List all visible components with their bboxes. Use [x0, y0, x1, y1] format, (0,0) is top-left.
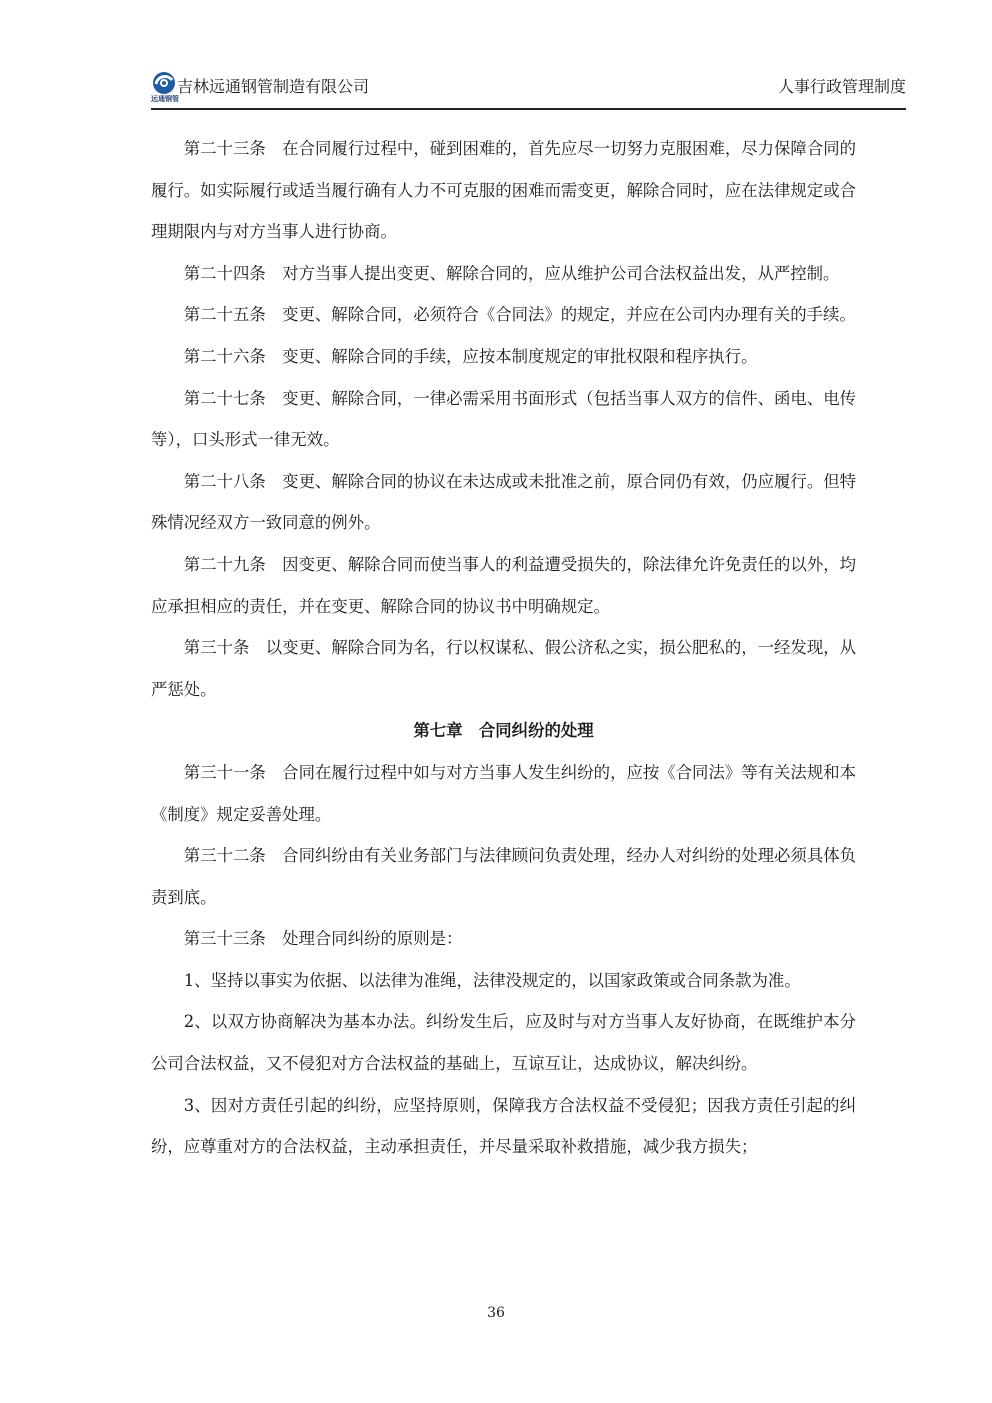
article-25: 第二十五条 变更、解除合同，必须符合《合同法》的规定，并应在公司内办理有关的手续。 [183, 305, 856, 325]
document-title: 人事行政管理制度 [777, 77, 906, 96]
chapter-heading: 第七章 合同纠纷的处理 [413, 721, 594, 741]
logo-text: 远通钢管 [151, 95, 179, 103]
article-23: 第二十三条 在合同履行过程中，碰到困难的，首先应尽一切努力克服困难，尽力保障合同的履行。如实际履行或适当履行确有人力不可克服的困难而需变更，解除合同时，应在法律规定或合理期限内与对方当事人进行协商。 [151, 139, 856, 242]
article-28: 第二十八条 变更、解除合同的协议在未达成或未批准之前，原合同仍有效，仍应履行。但特殊情况经双方一致同意的例外。 [151, 471, 856, 533]
article-24: 第二十四条 对方当事人提出变更、解除合同的，应从维护公司合法权益出发，从严控制。 [183, 263, 840, 283]
article-32: 第三十二条 合同纠纷由有关业务部门与法律顾问负责处理，经办人对纠纷的处理必须具体负责到底。 [151, 846, 856, 907]
page-number: 36 [487, 1305, 505, 1321]
list-item-1: 1、坚持以事实为依据、以法律为准绳，法律没规定的，以国家政策或合同条款为准。 [183, 970, 801, 990]
list-item-2: 2、以双方协商解决为基本办法。纠纷发生后，应及时与对方当事人友好协商，在既维护本分公司合法权益，又不侵犯对方合法权益的基础上，互谅互让，达成协议，解决纠纷。 [151, 1012, 856, 1074]
article-30: 第三十条 以变更、解除合同为名，行以权谋私、假公济私之实，损公肥私的，一经发现，从严惩处。 [151, 638, 856, 699]
article-27: 第二十七条 变更、解除合同，一律必需采用书面形式（包括当事人双方的信件、函电、电传等），口头形式一律无效。 [151, 388, 856, 450]
article-26: 第二十六条 变更、解除合同的手续，应按本制度规定的审批权限和程序执行。 [183, 346, 758, 366]
article-33: 第三十三条 处理合同纠纷的原则是： [183, 929, 463, 949]
article-29: 第二十九条 因变更、解除合同而使当事人的利益遭受损失的，除法律允许免责任的以外，均应承担相应的责任，并在变更、解除合同的协议书中明确规定。 [151, 554, 856, 616]
document-body [151, 128, 856, 1168]
article-31: 第三十一条 合同在履行过程中如与对方当事人发生纠纷的，应按《合同法》等有关法规和本《制度》规定妥善处理。 [151, 762, 856, 824]
list-item-3: 3、因对方责任引起的纠纷，应坚持原则，保障我方合法权益不受侵犯；因我方责任引起的纠纷，应尊重对方的合法权益，主动承担责任，并尽量采取补救措施，减少我方损失； [151, 1095, 856, 1157]
page-header [151, 68, 906, 110]
company-name: 吉林远通钢管制造有限公司 [177, 77, 370, 96]
